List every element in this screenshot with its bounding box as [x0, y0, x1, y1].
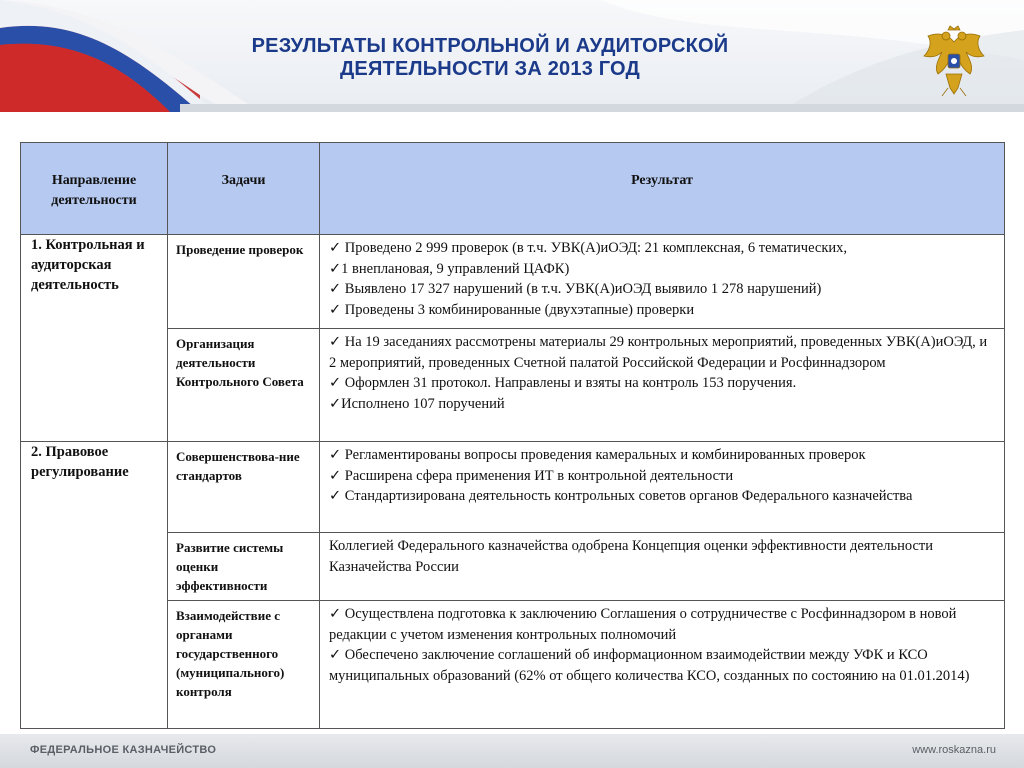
result-cell	[320, 601, 1005, 729]
direction-cell: 2. Правовое регулирование	[21, 442, 168, 729]
result-line: ✓ Оформлен 31 протокол. Направлены и взяты на контроль 153 поручения.	[329, 375, 797, 391]
result-line: ✓ Осуществлена подготовка к заключению Соглашения о сотрудничестве с Росфиннадзором в новой редакции с учетом изменения контрольных полномочий	[329, 606, 957, 643]
result-line: ✓ Обеспечено заключение соглашений об информационном взаимодействии между УФК и КСО муниципальных образований (62% от общего количества КСО, созданных по состоянию на 01.01.2014)	[329, 647, 970, 684]
table-row	[21, 533, 1005, 601]
result-cell	[320, 533, 1005, 601]
task-cell: Организация деятельности Контрольного Совета	[168, 329, 320, 442]
header-result: Результат	[320, 143, 1005, 235]
results-table	[20, 142, 1004, 728]
result-cell	[320, 329, 1005, 442]
task-cell: Совершенствова-ние стандартов	[168, 442, 320, 533]
result-line: ✓ Регламентированы вопросы проведения камеральных и комбинированных проверок	[329, 447, 866, 463]
task-cell: Взаимодействие с органами государственного (муниципального) контроля	[168, 601, 320, 729]
page-title	[200, 35, 780, 81]
title-line-2: ДЕЯТЕЛЬНОСТИ ЗА 2013 ГОД	[339, 58, 640, 80]
result-line: ✓1 внеплановая, 9 управлений ЦАФК)	[329, 260, 570, 277]
table-header-row	[21, 143, 1005, 235]
result-line: ✓Исполнено 107 поручений	[329, 395, 505, 412]
table-row	[21, 329, 1005, 442]
result-cell	[320, 235, 1005, 329]
header-tasks: Задачи	[168, 143, 320, 235]
result-line: ✓ Расширена сфера применения ИТ в контрольной деятельности	[329, 467, 734, 484]
table-row	[21, 442, 1005, 533]
result-line: Коллегией Федерального казначейства одобрена Концепция оценки эффективности деятельности Казначейства России	[329, 538, 933, 575]
result-line: ✓ Выявлено 17 327 нарушений (в т.ч. УВК(А)иОЭД выявило 1 278 нарушений)	[329, 281, 822, 297]
footer-website-link[interactable]: www.roskazna.ru	[912, 744, 996, 756]
table-row	[21, 601, 1005, 729]
table-row	[21, 235, 1005, 329]
result-line: ✓ Проведено 2 999 проверок (в т.ч. УВК(А)иОЭД: 21 комплексная, 6 тематических,	[329, 240, 847, 256]
title-line-1: РЕЗУЛЬТАТЫ КОНТРОЛЬНОЙ И АУДИТОРСКОЙ	[251, 35, 729, 57]
footer-org: ФЕДЕРАЛЬНОЕ КАЗНАЧЕЙСТВО	[30, 744, 217, 756]
task-cell: Развитие системы оценки эффективности	[168, 533, 320, 601]
header-direction: Направление деятельности	[21, 143, 168, 235]
direction-cell: 1. Контрольная и аудиторская деятельность	[21, 235, 168, 442]
result-line: ✓ Проведены 3 комбинированные (двухэтапные) проверки	[329, 301, 695, 318]
slide-header	[0, 0, 1024, 112]
double-headed-eagle-icon	[918, 24, 990, 100]
slide-footer	[0, 734, 1024, 768]
task-cell: Проведение проверок	[168, 235, 320, 329]
result-cell	[320, 442, 1005, 533]
result-line: ✓ Стандартизирована деятельность контрольных советов органов Федерального казначейства	[329, 488, 913, 504]
result-line: ✓ На 19 заседаниях рассмотрены материалы 29 контрольных мероприятий, проведенных УВК(А)иОЭД, и 2 мероприятий, проведенных Счетной палатой Российской Федерации и Росфиннадзором	[329, 334, 988, 371]
